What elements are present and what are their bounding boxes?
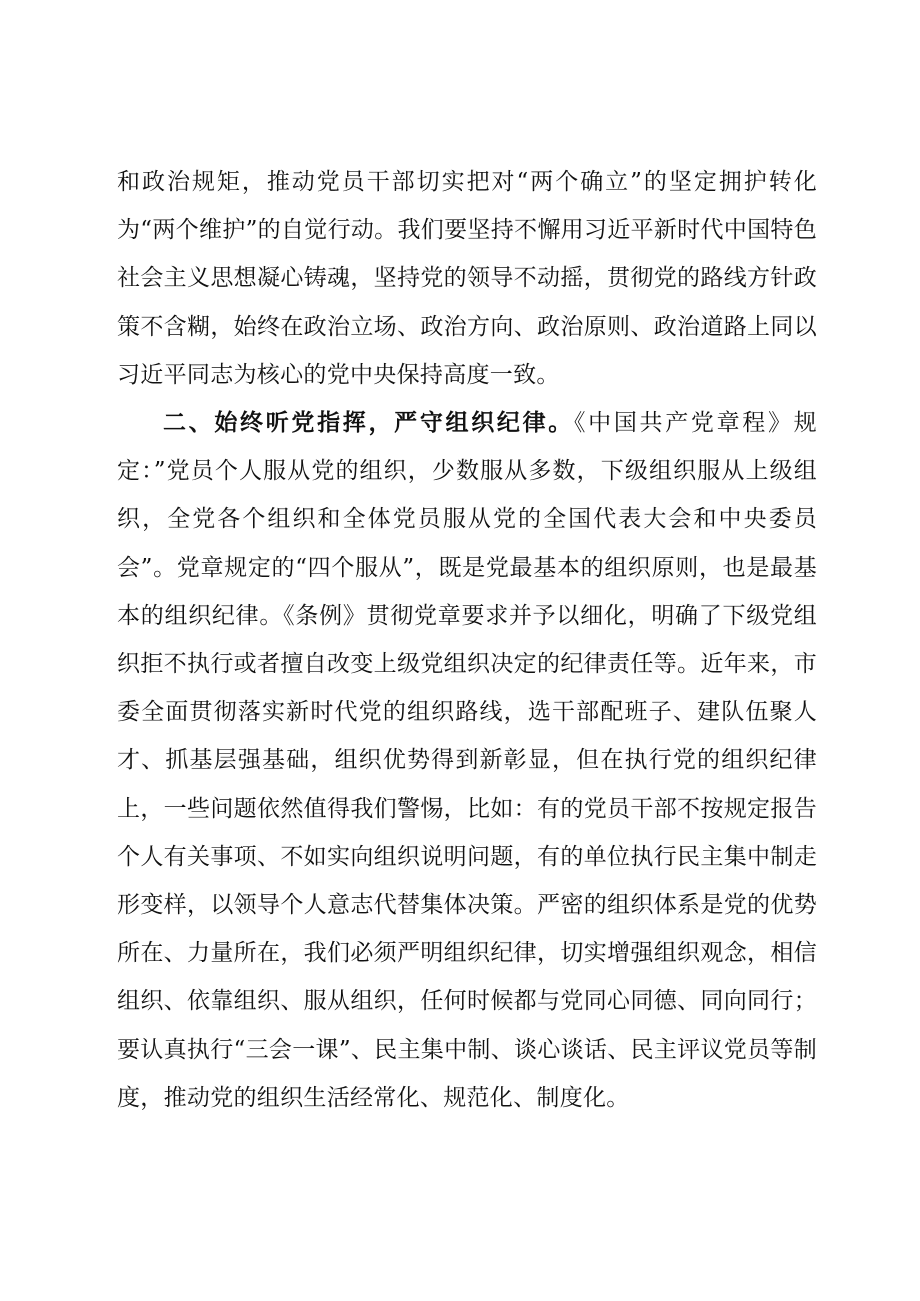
section-2-paragraph [117, 399, 817, 1122]
paragraph-continuation: 和政治规矩，推动党员干部切实把对“两个确立”的坚定拥护转化为“两个维护”的自觉行动。我们要坚持不懈用习近平新时代中国特色社会主义思想凝心铸魂，坚持党的领导不动摇，贯彻党的路线方针政策不含糊，始终在政治立场、政治方向、政治原则、政治道路上同以习近平同志为核心的党中央保持高度一致。 [117, 169, 817, 388]
section-2-heading: 二、始终听党指挥，严守组织纪律。 [163, 410, 574, 437]
section-2-body: 《中国共产党章程》规定：”党员个人服从党的组织，少数服从多数，下级组织服从上级组织，全党各个组织和全体党员服从党的全国代表大会和中央委员会”。党章规定的“四个服从”，既是党最基本的组织原则，也是最基本的组织纪律。《条例》贯彻党章要求并予以细化，明确了下级党组织拒不执行或者擅自改变上级党组织决定的纪律责任等。近年来，市委全面贯彻落实新时代党的组织路线，选干部配班子、建队伍聚人才、抓基层强基础，组织优势得到新彰显，但在执行党的组织纪律上，一些问题依然值得我们警惕，比如：有的党员干部不按规定报告个人有关事项、不如实向组织说明问题，有的单位执行民主集中制走形变样，以领导个人意志代替集体决策。严密的组织体系是党的优势所在、力量所在，我们必须严明组织纪律，切实增强组织观念，相信组织、依靠组织、服从组织，任何时候都与党同心同德、同向同行；要认真执行“三会一课”、民主集中制、谈心谈话、民主评议党员等制度，推动党的组织生活经常化、规范化、制度化。 [117, 410, 817, 1111]
document-body [117, 158, 817, 1122]
